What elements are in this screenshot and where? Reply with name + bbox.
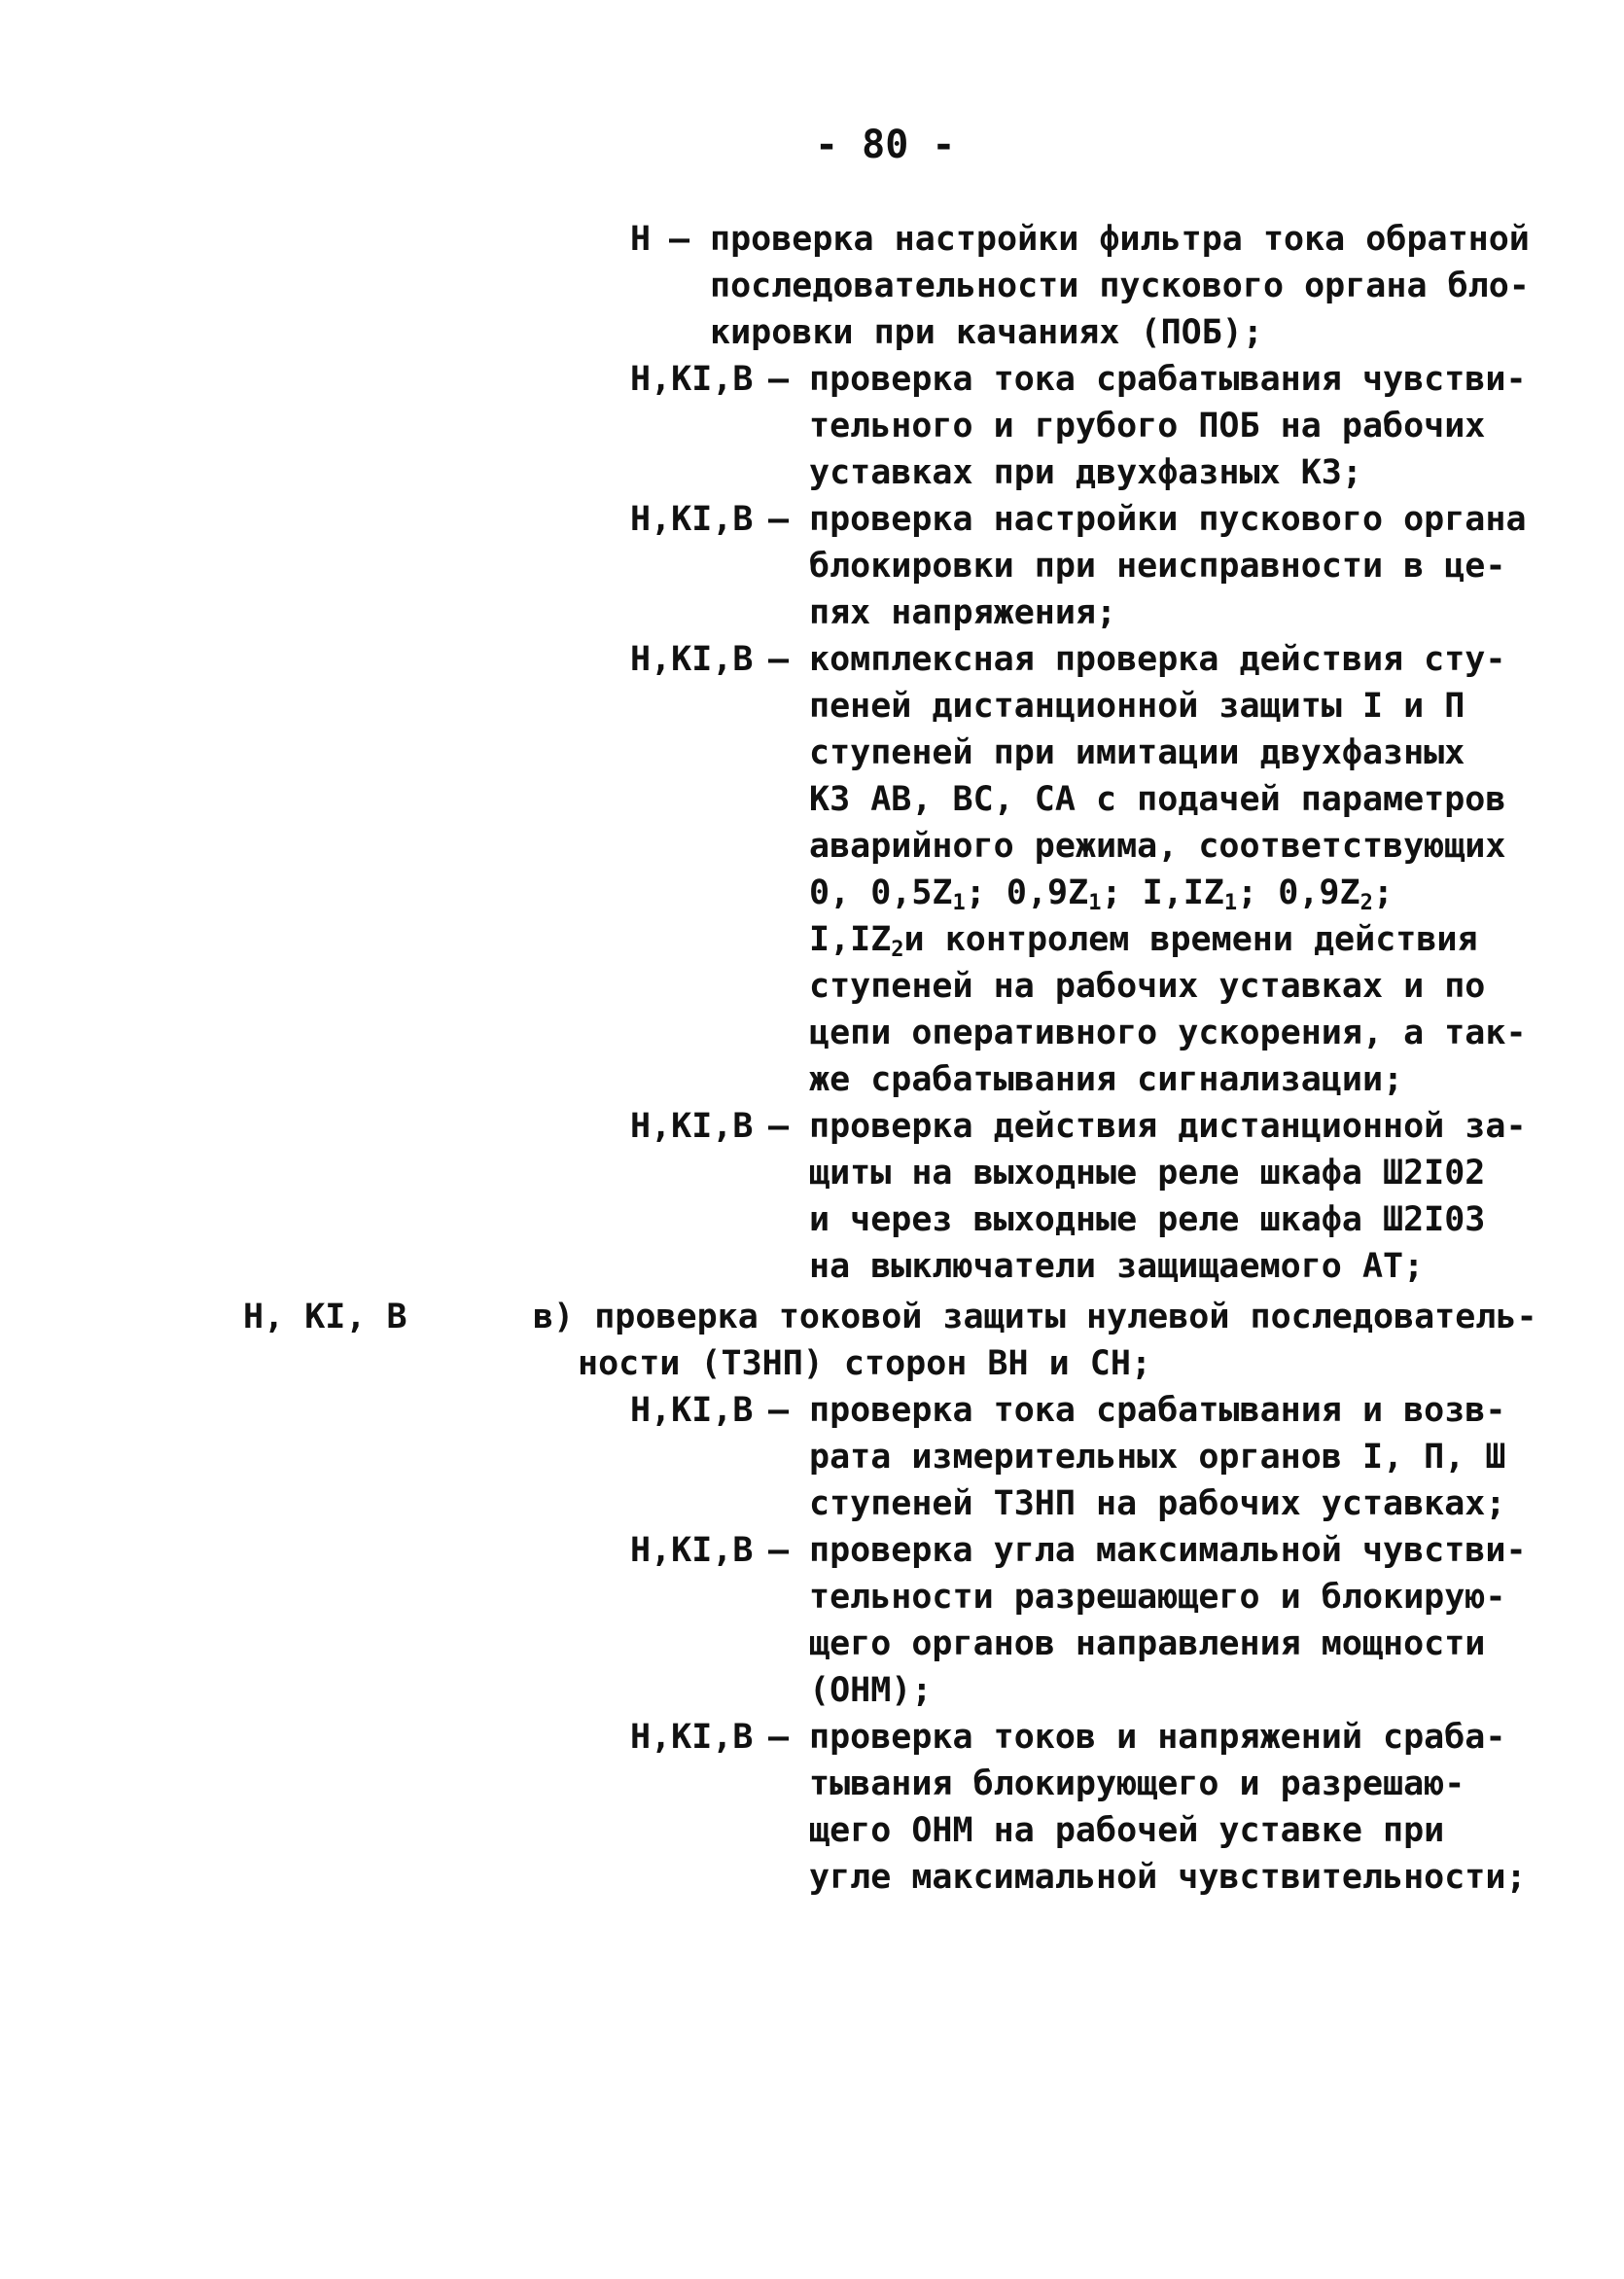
formula-subscript: 1: [1088, 891, 1102, 915]
section-heading-line: в) проверка токовой защиты нулевой последователь-: [533, 1298, 1537, 1336]
text-line: ступеней при имитации двухфазных: [809, 733, 1465, 772]
formula-subscript: 1: [952, 891, 966, 915]
item-code: Н,КI,В: [630, 1107, 754, 1146]
text-line: щего ОНМ на рабочей уставке при: [809, 1811, 1445, 1850]
item-dash: –: [768, 360, 790, 399]
page-number: - 80 -: [815, 123, 956, 167]
formula-subscript: 1: [1223, 891, 1238, 915]
text-line: угле максимальной чувствительности;: [809, 1858, 1527, 1897]
item-dash: –: [768, 1107, 790, 1146]
formula-part: и контролем времени действия: [903, 920, 1478, 959]
item-code: Н,КI,В: [630, 500, 754, 539]
text-line: на выключатели защищаемого АТ;: [809, 1247, 1425, 1286]
side-code: Н, КI, В: [243, 1298, 407, 1336]
text-line: тельного и грубого ПОБ на рабочих: [809, 407, 1486, 445]
text-line: блокировки при неисправности в це-: [809, 547, 1506, 586]
text-line: проверка тока срабатывания чувстви-: [809, 360, 1527, 399]
formula-subscript: 2: [1359, 891, 1373, 915]
text-line: пях напряжения;: [809, 593, 1117, 632]
text-line: ступеней ТЗНП на рабочих уставках;: [809, 1484, 1506, 1523]
text-line: проверка действия дистанционной за-: [809, 1107, 1527, 1146]
section-heading-line: ности (ТЗНП) сторон ВН и СН;: [578, 1344, 1152, 1383]
text-line: проверка настройки пускового органа: [809, 500, 1527, 539]
item-dash: –: [768, 1391, 790, 1430]
text-line: ступеней на рабочих уставках и по: [809, 967, 1486, 1006]
text-line: проверка токов и напряжений сраба-: [809, 1718, 1506, 1757]
text-line: последовательности пускового органа бло-: [710, 267, 1530, 305]
item-code: Н,КI,В: [630, 1531, 754, 1570]
text-line: аварийного режима, соответствующих: [809, 827, 1506, 866]
formula-subscript: 2: [891, 938, 904, 962]
text-line: проверка тока срабатывания и возв-: [809, 1391, 1506, 1430]
text-line: тельности разрешающего и блокирую-: [809, 1578, 1506, 1617]
text-line: (ОНМ);: [809, 1671, 933, 1710]
item-dash: –: [669, 220, 690, 259]
item-dash: –: [768, 640, 790, 679]
item-code: Н,КI,В: [630, 640, 754, 679]
text-line: рата измерительных органов I, П, Ш: [809, 1438, 1506, 1477]
item-code: Н,КI,В: [630, 360, 754, 399]
item-code: Н,КI,В: [630, 1391, 754, 1430]
text-line: проверка угла максимальной чувстви-: [809, 1531, 1527, 1570]
formula-part: I,IZ: [809, 920, 892, 959]
text-line: уставках при двухфазных КЗ;: [809, 453, 1362, 492]
formula-part: ;: [1372, 873, 1394, 912]
text-line: и через выходные реле шкафа Ш2I03: [809, 1200, 1486, 1239]
item-code: Н: [630, 220, 652, 259]
text-line: тывания блокирующего и разрешаю-: [809, 1764, 1465, 1803]
formula-part: ; 0,9Z: [965, 873, 1089, 912]
item-dash: –: [768, 1718, 790, 1757]
formula-part: ; 0,9Z: [1237, 873, 1360, 912]
text-line: цепи оперативного ускорения, а так-: [809, 1014, 1527, 1052]
text-line: щего органов направления мощности: [809, 1624, 1486, 1663]
text-line: пеней дистанционной защиты I и П: [809, 687, 1465, 726]
text-line: же срабатывания сигнализации;: [809, 1060, 1404, 1099]
text-line: кировки при качаниях (ПОБ);: [710, 313, 1263, 352]
text-line: КЗ АВ, ВС, СА с подачей параметров: [809, 780, 1506, 819]
item-code: Н,КI,В: [630, 1718, 754, 1757]
item-dash: –: [768, 500, 790, 539]
item-dash: –: [768, 1531, 790, 1570]
text-line: щиты на выходные реле шкафа Ш2I02: [809, 1154, 1486, 1193]
formula-part: ; I,IZ: [1101, 873, 1224, 912]
text-line: комплексная проверка действия сту-: [809, 640, 1506, 679]
text-line: проверка настройки фильтра тока обратной: [710, 220, 1530, 259]
formula-part: 0, 0,5Z: [809, 873, 953, 912]
